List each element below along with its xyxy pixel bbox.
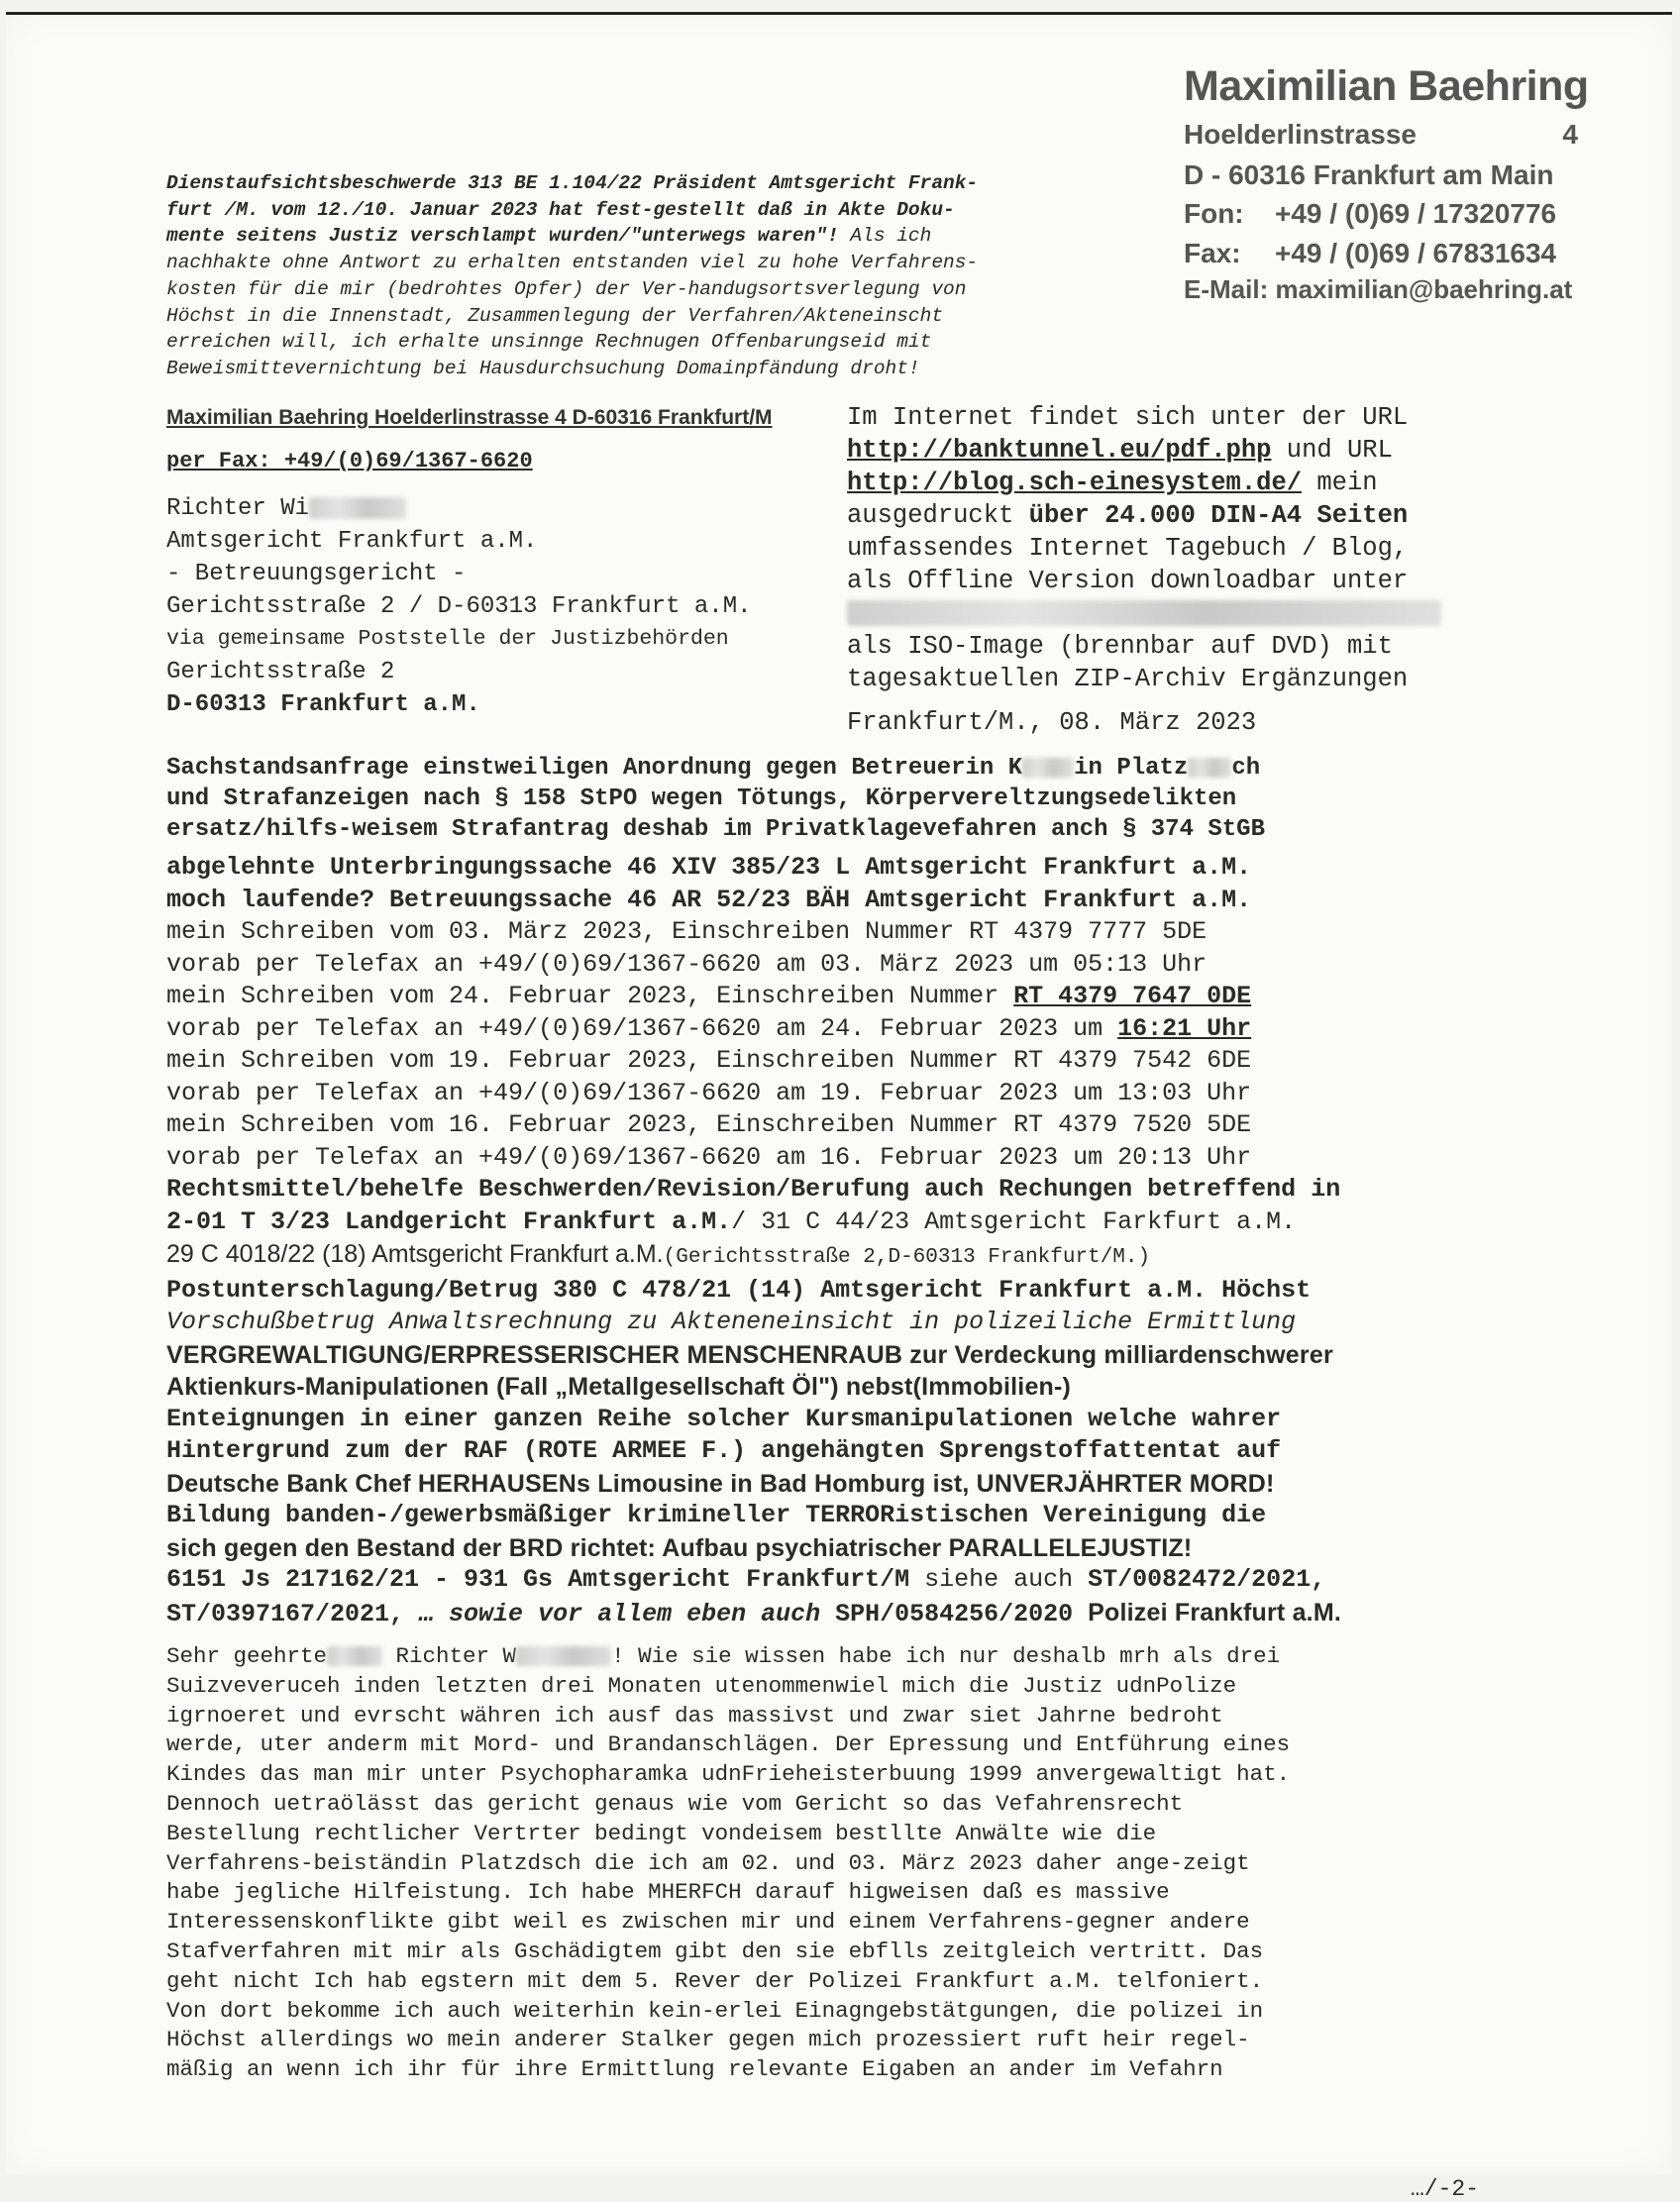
intro-complaint-block (166, 170, 1167, 382)
body-line: igrnoeret und evrscht währen ich ausf das massivst und zwar siet Jahrne bedroht (166, 1702, 1223, 1729)
letter-date: Frankfurt/M., 08. März 2023 (847, 708, 1257, 737)
reference-line: vorab per Telefax an +49/(0)69/1367-6620 am 19. Februar 2023 um 13:03 Uhr (166, 1078, 1252, 1107)
salutation: Sehr geehrte (166, 1643, 328, 1669)
letterhead-street (1184, 119, 1578, 151)
references-block (166, 852, 1553, 1630)
subject-line-part: ch (1231, 755, 1261, 782)
letter-body (166, 1642, 1553, 2085)
body-line: werde, uter anderm mit Mord- und Brandanschlägen. Der Epressung und Entführung eines (166, 1731, 1291, 1758)
info-line-rest: und URL (1271, 436, 1393, 465)
reference-line: mein Schreiben vom 03. März 2023, Einschreiben Nummer RT 4379 7777 5DE (166, 917, 1208, 946)
recipient-department: - Betreuungsgericht - (166, 561, 467, 587)
intro-line: Beweismittevernichtung bei Hausdurchsuchung Domainpfändung droht! (166, 357, 920, 379)
reference-line-police: Polizei Frankfurt a.M. (1088, 1598, 1342, 1626)
reference-line: vorab per Telefax an +49/(0)69/1367-6620 am 03. März 2023 um 05:13 Uhr (166, 949, 1208, 979)
reference-line: Postunterschlagung/Betrug 380 C 478/21 (14) Amtsgericht Frankfurt a.M. Höchst (166, 1275, 1312, 1305)
body-line: habe jegliche Hilfeistung. Ich habe MHERFCH darauf higweisen daß es massive (166, 1879, 1170, 1906)
intro-line: nachhakte ohne Antwort zu erhalten entstanden viel zu hohe Verfahrens- (166, 252, 979, 274)
subject-line: ersatz/hilfs-weisem Strafantrag deshab im Privatklagevefahren anch § 374 StGB (166, 816, 1265, 843)
reference-line: mein Schreiben vom 16. Februar 2023, Einschreiben Nummer RT 4379 7520 5DE (166, 1110, 1252, 1139)
letterhead-name: Maximilian Baehring (1184, 62, 1589, 110)
info-line: als Offline Version downloadbar unter (847, 567, 1409, 595)
subject-line-part: in Platz (1074, 755, 1189, 782)
redaction-blur (516, 1646, 611, 1666)
recipient-address (166, 492, 752, 721)
info-line: tagesaktuellen ZIP-Archiv Ergänzungen (847, 665, 1409, 693)
reference-line-rest: (Gerichtsstraße 2,D-60313 Frankfurt/M.) (663, 1246, 1151, 1269)
intro-line: Dienstaufsichtsbeschwerde 313 BE 1.104/22 Präsident Amtsgericht Frank- (166, 172, 979, 194)
reference-line: Bildung banden-/gewerbsmäßiger krimineller TERRORistischen Vereinigung die (166, 1501, 1267, 1529)
intro-line: kosten für die mir (bedrohtes Opfer) der Ver-handugsortsverlegung von (166, 277, 967, 300)
intro-line: erreichen will, ich erhalte unsinnge Rechnugen Offenbarungseid mit (166, 331, 932, 354)
body-line: Von dort bekomme ich auch weiterhin kein-erlei Einagngebstätgungen, die polizei in (166, 1997, 1264, 2024)
page-continuation: …/-2- (1411, 2176, 1480, 2202)
letterhead-street-name: Hoelderlinstrasse (1184, 119, 1417, 150)
intro-line-rest: Als ich (838, 225, 932, 248)
body-line: Bestellung rechtlicher Vertrter bedingt vondeisem bestllte Anwälte wie die (166, 1820, 1157, 1846)
redaction-blur (1188, 758, 1231, 778)
reference-line: vorab per Telefax an +49/(0)69/1367-6620 am 24. Februar 2023 um (166, 1013, 1118, 1043)
reference-line: Vorschußbetrug Anwaltsrechnung zu Akteneneinsicht in polizeiliche Ermittlung (166, 1308, 1297, 1336)
fax-label: Fax: (1184, 238, 1241, 268)
salutation-judge: Richter W (382, 1643, 517, 1669)
redaction-blur (309, 497, 406, 519)
reference-line-bold: 6151 Js 217162/21 - 931 Gs Amtsgericht Frankfurt/M (166, 1565, 910, 1594)
info-page-count: über 24.000 DIN-A4 Seiten (1028, 501, 1409, 530)
info-line: Im Internet findet sich unter der URL (847, 403, 1409, 432)
body-line: Interessenskonflikte gibt weil es zwischen mir und einem Verfahrens-gegner andere (166, 1909, 1250, 1936)
info-line: umfassendes Internet Tagebuch / Blog, (847, 534, 1409, 563)
reference-line: mein Schreiben vom 24. Februar 2023, Einschreiben Nummer (166, 982, 1014, 1010)
recipient-street-2: Gerichtsstraße 2 (166, 659, 395, 685)
reference-line: moch laufende? Betreuungssache 46 AR 52/23 BÄH Amtsgericht Frankfurt a.M. (166, 885, 1252, 914)
reference-line: Enteignungen in einer ganzen Reihe solcher Kursmanipulationen welche wahrer (166, 1404, 1282, 1433)
reference-line: Rechtsmittel/behelfe Beschwerden/Revision/Berufung auch Rechungen betreffend in (166, 1175, 1341, 1204)
document-page (6, 12, 1672, 2202)
reference-line: mein Schreiben vom 19. Februar 2023, Einschreiben Nummer RT 4379 7542 6DE (166, 1046, 1252, 1075)
body-line: Kindes das man mir unter Psychopharamka udnFrieheisterbuung 1999 anvergewaltigt hat. (166, 1761, 1291, 1788)
reference-line: vorab per Telefax an +49/(0)69/1367-6620 am 16. Februar 2023 um 20:13 Uhr (166, 1142, 1252, 1172)
subject-line: und Strafanzeigen nach § 158 StPO wegen Tötungs, Körpervereltzungsedelikten (166, 786, 1237, 812)
reference-line-bold: ST/0397167/2021, (166, 1599, 420, 1628)
letterhead-phone (1184, 198, 1556, 230)
reference-line-italic: … sowie vor allem eben auch (419, 1599, 821, 1628)
redaction-blur (327, 1646, 382, 1666)
letterhead-fax (1184, 238, 1556, 269)
info-line: als ISO-Image (brennbar auf DVD) mit (847, 632, 1393, 661)
reference-line: VERGREWALTIGUNG/ERPRESSERISCHER MENSCHENRAUB zur Verdeckung milliardenschwerer (166, 1340, 1333, 1369)
reference-line-bold: ST/0082472/2021, (1088, 1565, 1326, 1594)
body-line: ! Wie sie wissen habe ich nur deshalb mrh als drei (611, 1643, 1281, 1669)
letterhead-house-number: 4 (1562, 119, 1578, 150)
intro-line: furt /M. vom 12./10. Januar 2023 hat fest-gestellt daß in Akte Doku- (166, 198, 955, 221)
body-line: Dennoch uetraölässt das gericht genaus wie vom Gericht so das Vefahrensrecht (166, 1790, 1184, 1817)
url-banktunnel-link[interactable]: http://banktunnel.eu/pdf.php (847, 436, 1272, 465)
body-line: Verfahrens-beiständin Platzdsch die ich am 02. und 03. März 2023 daher ange-zeigt (166, 1849, 1250, 1876)
letterhead-city: D - 60316 Frankfurt am Main (1184, 159, 1554, 190)
reference-line: Deutsche Bank Chef HERHAUSENs Limousine in Bad Homburg ist, UNVERJÄHRTER MORD! (166, 1469, 1275, 1498)
body-line: Suizveveruceh inden letzten drei Monaten utenommenwiel mich die Justiz udnPolize (166, 1672, 1237, 1699)
info-line-rest: mein (1302, 469, 1378, 497)
reference-line: abgelehnte Unterbringungssache 46 XIV 385/23 L Amtsgericht Frankfurt a.M. (166, 853, 1252, 882)
body-line: mäßig an wenn ich ihr für ihre Ermittlung relevante Eigaben an ander im Vefahrn (166, 2056, 1223, 2083)
body-line: Stafverfahren mit mir als Gschädigtem gibt den sie ebflls zeitgleich vertritt. Das (166, 1938, 1264, 1964)
recipient-city: D-60313 Frankfurt a.M. (166, 691, 480, 718)
reference-line: Aktienkurs-Manipulationen (Fall „Metallgesellschaft Öl") nebst(Immobilien-) (166, 1373, 1072, 1401)
phone-number: +49 / (0)69 / 17320776 (1275, 198, 1557, 229)
body-line: Höchst allerdings wo mein anderer Stalker gegen mich prozessiert ruft heir regel- (166, 2027, 1250, 2053)
redaction-blur (847, 600, 1441, 626)
body-line: geht nicht Ich hab egstern mit dem 5. Rever der Polizei Frankfurt a.M. telfoniert. (166, 1967, 1264, 1994)
fax-time: 16:21 Uhr (1117, 1013, 1252, 1043)
reference-line: sich gegen den Bestand der BRD richtet: Aufbau psychiatrischer PARALLELEJUSTIZ! (166, 1533, 1193, 1562)
intro-line-bold: mente seitens Justiz verschlampt wurden/"unterwegs waren"! (166, 225, 839, 248)
reference-line-rest: siehe auch (909, 1565, 1089, 1594)
registered-number: RT 4379 7647 0DE (1013, 982, 1252, 1010)
fax-line: per Fax: +49/(0)69/1367-6620 (166, 449, 533, 473)
phone-label: Fon: (1184, 198, 1244, 229)
subject-line: Sachstandsanfrage einstweiligen Anordnung gegen Betreuerin K (166, 755, 1023, 782)
recipient-court: Amtsgericht Frankfurt a.M. (166, 528, 538, 555)
redaction-blur (1022, 758, 1074, 778)
subject-block (166, 753, 1553, 845)
fax-number: +49 / (0)69 / 67831634 (1275, 238, 1557, 268)
sender-line: Maximilian Baehring Hoelderlinstrasse 4 D-60316 Frankfurt/M (166, 406, 773, 429)
reference-line-bold: 2-01 T 3/23 Landgericht Frankfurt a.M. (166, 1206, 732, 1236)
info-line: ausgedruckt (847, 501, 1029, 530)
recipient-judge: Richter Wi (166, 495, 310, 522)
letterhead-email: E-Mail: maximilian@baehring.at (1184, 274, 1573, 304)
reference-line-bold: SPH/0584256/2020 (820, 1599, 1089, 1628)
reference-line: Hintergrund zum der RAF (ROTE ARMEE F.) angehängten Sprengstoffattentat auf (166, 1436, 1282, 1465)
reference-line: 29 C 4018/22 (18) Amtsgericht Frankfurt a.M. (166, 1240, 664, 1268)
recipient-via: via gemeinsame Poststelle der Justizbehörden (166, 627, 729, 651)
intro-line: Höchst in die Innenstadt, Zusammenlegung der Verfahren/Akteneinscht (166, 304, 944, 327)
recipient-street: Gerichtsstraße 2 / D-60313 Frankfurt a.M. (166, 593, 752, 620)
url-blog-link[interactable]: http://blog.sch-einesystem.de/ (847, 469, 1303, 497)
internet-info-block (847, 401, 1530, 695)
reference-line-rest: / 31 C 44/23 Amtsgericht Farkfurt a.M. (731, 1206, 1297, 1236)
